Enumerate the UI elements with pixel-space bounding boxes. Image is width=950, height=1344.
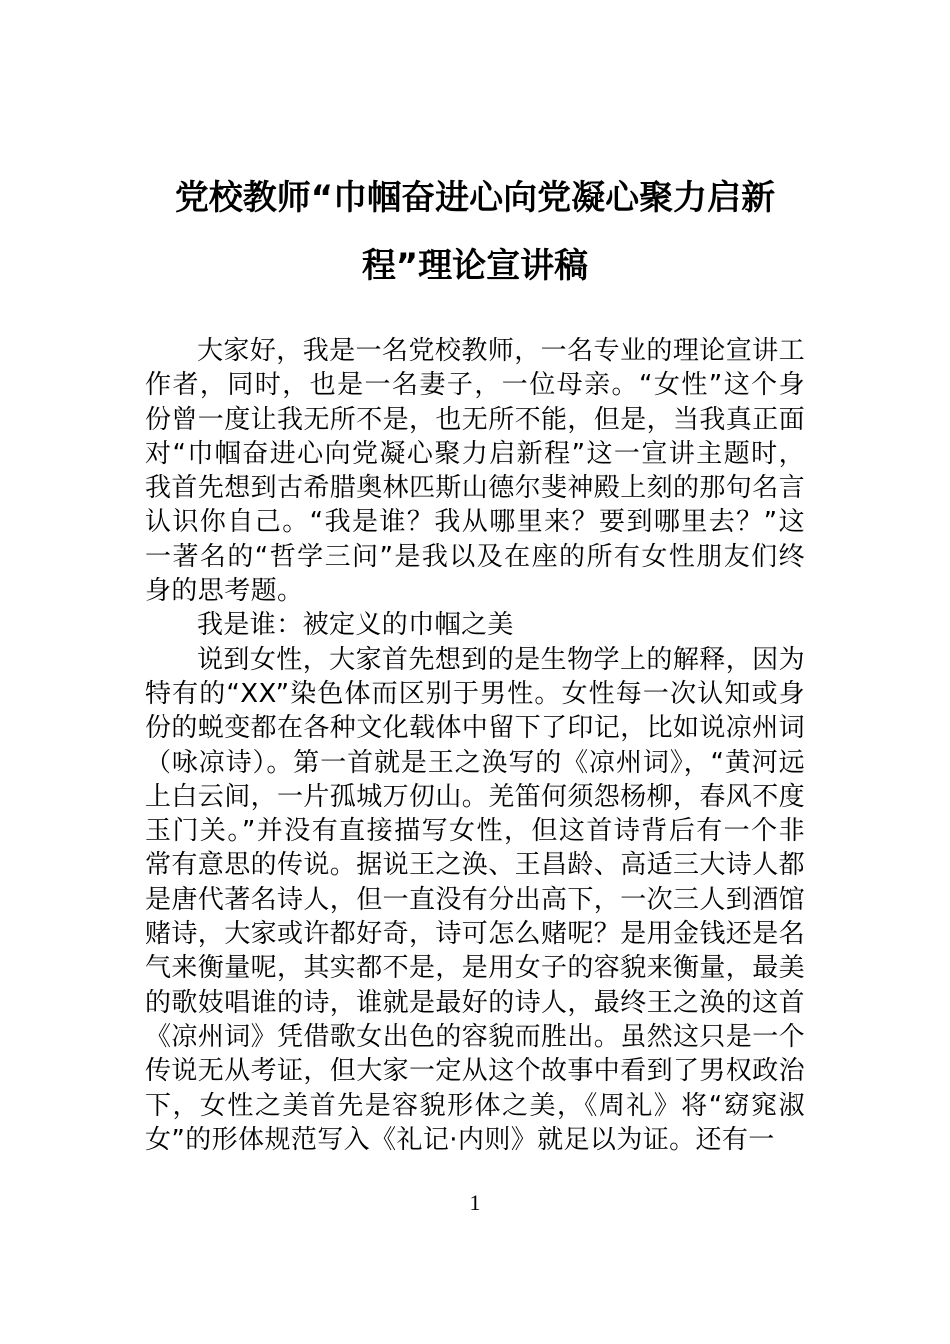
intro-paragraph: 大家好，我是一名党校教师，一名专业的理论宣讲工作者，同时，也是一名妻子，一位母亲。“女性”这个身份曾一度让我无所不是，也无所不能，但是，当我真正面对“巾帼奋进心向党凝心聚力启新程”这一宣讲主题时，我首先想到古希腊奥林匹斯山德尔斐神殿上刻的那句名言认识你自己。“我是谁？我从哪里来？要到哪里去？”这一著名的“哲学三问”是我以及在座的所有女性朋友们终身的思考题。 (145, 336, 806, 607)
document-body (145, 334, 805, 1157)
section-heading: 我是谁：被定义的巾帼之美 (197, 610, 514, 641)
document-title: 党校教师“巾帼奋进心向党凝心聚力启新程”理论宣讲稿 (174, 178, 776, 286)
body-paragraph: 说到女性，大家首先想到的是生物学上的解释，因为特有的“XX”染色体而区别于男性。女性每一次认知或身份的蜕变都在各种文化载体中留下了印记，比如说凉州词（咏凉诗）。第一首就是王之涣写的《凉州词》，“黄河远上白云间，一片孤城万仞山。羌笛何须怨杨柳，春风不度玉门关。”并没有直接描写女性，但这首诗背后有一个非常有意思的传说。据说王之涣、王昌龄、高适三大诗人都是唐代著名诗人，但一直没有分出高下，一次三人到酒馆赌诗，大家或许都好奇，诗可怎么赌呢？是用金钱还是名气来衡量呢，其实都不是，是用女子的容貌来衡量，最美的歌妓唱谁的诗，谁就是最好的诗人，最终王之涣的这首《凉州词》凭借歌女出色的容貌而胜出。虽然这只是一个传说无从考证，但大家一定从这个故事中看到了男权政治下，女性之美首先是容貌形体之美，《周礼》将“窈窕淑女”的形体规范写入《礼记·内则》就足以为证。还有一 (145, 644, 806, 1155)
page-number: 1 (469, 1190, 481, 1215)
